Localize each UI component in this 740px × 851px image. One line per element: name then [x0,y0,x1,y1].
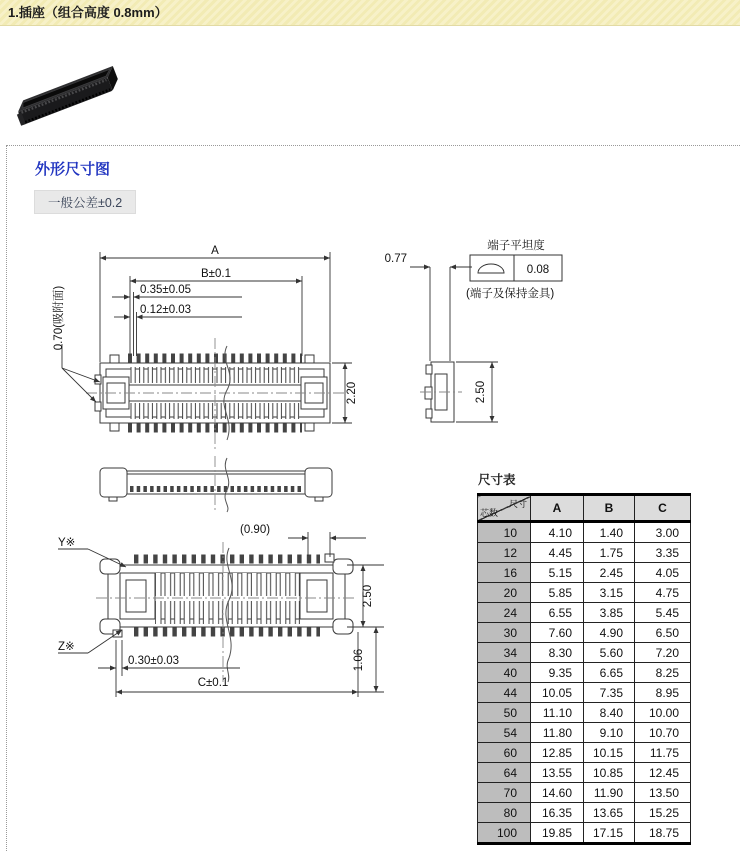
corner-label-cores: 芯数 [480,508,499,518]
dim-value-cell: 7.35 [584,683,635,703]
label-y: Y※ [58,537,76,549]
dim-value-cell: 8.95 [635,683,691,703]
dim-value-cell: 6.65 [584,663,635,683]
dim-value-cell: 5.45 [635,603,691,623]
dim-value-cell: 5.85 [531,583,584,603]
page-title: 外形尺寸图 [35,161,111,178]
dim-value-cell: 2.45 [584,563,635,583]
table-row [478,583,691,603]
dim-value-cell: 7.60 [531,623,584,643]
dim-label-a: A [211,245,219,257]
label-z: Z※ [58,641,75,653]
dim-label-030: 0.30±0.03 [128,655,180,667]
table-row [478,723,691,743]
dim-value-cell: 12.45 [635,763,691,783]
dim-value-cell: 18.75 [635,823,691,844]
column-header-c: C [635,495,691,522]
table-row [478,522,691,543]
dim-label-250-side: 2.50 [475,380,487,404]
table-row [478,763,691,783]
elevation-view-drawing [100,456,332,512]
dim-value-cell: 8.25 [635,663,691,683]
dim-label-220: 2.20 [346,381,358,405]
table-row [478,543,691,563]
flatness-value: 0.08 [526,264,550,276]
core-count-cell: 34 [478,643,531,663]
dim-value-cell: 6.50 [635,623,691,643]
flatness-note: (端子及保持金具) [466,288,555,300]
column-header-b: B [584,495,635,522]
dim-table-body [478,522,691,844]
dim-value-cell: 10.00 [635,703,691,723]
table-row [478,803,691,823]
dim-value-cell: 4.05 [635,563,691,583]
core-count-cell: 24 [478,603,531,623]
dim-value-cell: 3.35 [635,543,691,563]
core-count-cell: 16 [478,563,531,583]
table-row [478,663,691,683]
dim-label-070: 0.70(吸附面) [53,285,65,351]
dim-value-cell: 12.85 [531,743,584,763]
dim-value-cell: 3.15 [584,583,635,603]
core-count-cell: 70 [478,783,531,803]
core-count-cell: 44 [478,683,531,703]
dim-value-cell: 13.50 [635,783,691,803]
dim-value-cell: 10.85 [584,763,635,783]
dim-value-cell: 5.60 [584,643,635,663]
dim-label-077: 0.77 [384,253,407,265]
table-row [478,703,691,723]
core-count-cell: 20 [478,583,531,603]
corner-label-dimension: 尺寸 [508,499,527,509]
dim-value-cell: 4.90 [584,623,635,643]
table-row [478,823,691,844]
dim-value-cell: 11.10 [531,703,584,723]
dim-value-cell: 7.20 [635,643,691,663]
dim-value-cell: 15.25 [635,803,691,823]
table-row [478,783,691,803]
table-row [478,643,691,663]
table-title: 尺寸表 [478,473,516,487]
dim-value-cell: 4.45 [531,543,584,563]
dim-value-cell: 10.05 [531,683,584,703]
table-row [478,563,691,583]
core-count-cell: 60 [478,743,531,763]
dim-label-012: 0.12±0.03 [140,304,192,316]
dim-value-cell: 4.75 [635,583,691,603]
dim-value-cell: 13.55 [531,763,584,783]
core-count-cell: 30 [478,623,531,643]
dim-label-035: 0.35±0.05 [140,284,192,296]
section-header-title: 1.插座（组合高度 0.8mm） [8,5,168,20]
core-count-cell: 10 [478,522,531,543]
dim-value-cell: 9.35 [531,663,584,683]
top-view-drawing [86,338,344,450]
column-header-a: A [531,495,584,522]
table-header-row [478,495,691,522]
dim-value-cell: 17.15 [584,823,635,844]
core-count-cell: 54 [478,723,531,743]
core-count-cell: 80 [478,803,531,823]
dim-value-cell: 1.75 [584,543,635,563]
dim-label-090: (0.90) [240,524,271,536]
core-count-cell: 64 [478,763,531,783]
table-row [478,623,691,643]
core-count-cell: 50 [478,703,531,723]
table-corner-header [478,495,531,522]
dim-value-cell: 11.80 [531,723,584,743]
dim-value-cell: 14.60 [531,783,584,803]
dimension-table-block [477,470,691,845]
dim-value-cell: 3.85 [584,603,635,623]
dim-value-cell: 10.15 [584,743,635,763]
dim-label-b: B±0.1 [201,268,231,280]
dim-value-cell: 3.00 [635,522,691,543]
flatness-title: 端子平坦度 [487,240,545,252]
dim-value-cell: 1.40 [584,522,635,543]
dim-value-cell: 10.70 [635,723,691,743]
dim-value-cell: 5.15 [531,563,584,583]
table-row [478,603,691,623]
dimension-table [477,493,691,845]
dim-value-cell: 11.75 [635,743,691,763]
dim-value-cell: 19.85 [531,823,584,844]
core-count-cell: 100 [478,823,531,844]
core-count-cell: 12 [478,543,531,563]
table-row [478,683,691,703]
dim-label-106: 1.06 [353,648,365,672]
dim-label-c: C±0.1 [197,677,229,689]
dim-label-250-bottom: 2.50 [362,584,374,608]
dim-value-cell: 11.90 [584,783,635,803]
dim-value-cell: 13.65 [584,803,635,823]
dim-value-cell: 8.40 [584,703,635,723]
dim-value-cell: 16.35 [531,803,584,823]
dim-value-cell: 9.10 [584,723,635,743]
dim-value-cell: 8.30 [531,643,584,663]
dim-value-cell: 6.55 [531,603,584,623]
table-row [478,743,691,763]
tolerance-note: 一般公差±0.2 [34,190,136,214]
core-count-cell: 40 [478,663,531,683]
dim-value-cell: 4.10 [531,522,584,543]
